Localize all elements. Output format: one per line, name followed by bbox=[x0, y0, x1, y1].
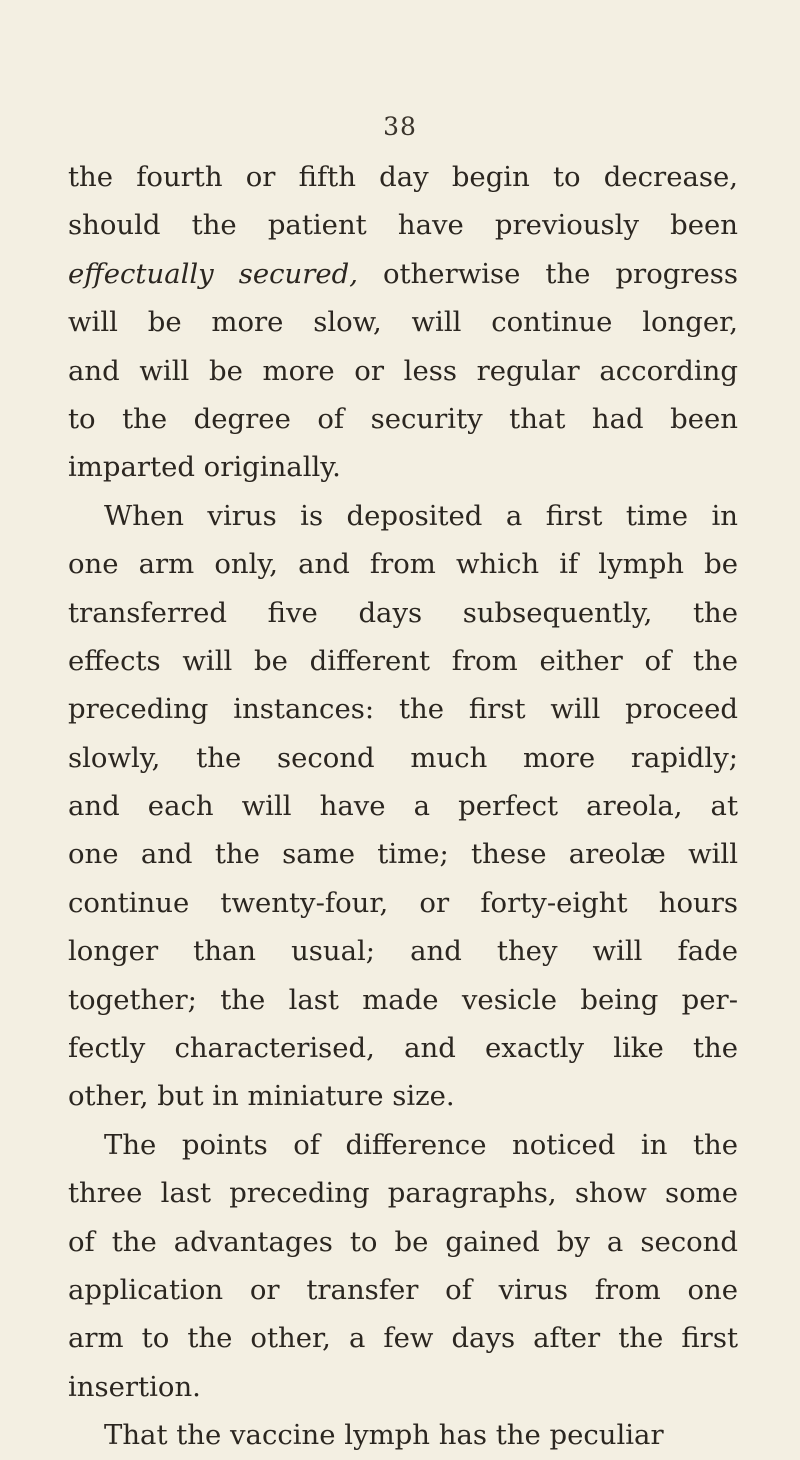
text-line: imparted originally. bbox=[68, 451, 341, 484]
text-line: fectly characterised, and exactly like the bbox=[68, 1032, 738, 1065]
italic-phrase: effectually secured, bbox=[68, 257, 358, 290]
paragraph-start: When virus is deposited a first time in bbox=[104, 499, 738, 532]
text-line: other, but in miniature size. bbox=[68, 1080, 455, 1113]
text-line: should the patient have previously been bbox=[68, 209, 738, 242]
text-line: application or transfer of virus from one bbox=[68, 1273, 738, 1306]
text-line: one and the same time; these areolæ will bbox=[68, 838, 738, 871]
text-line: to the degree of security that had been bbox=[68, 402, 738, 435]
text-line: insertion. bbox=[68, 1370, 201, 1403]
text-line: and each will have a perfect areola, at bbox=[68, 790, 738, 823]
text-line: continue twenty-four, or forty-eight hours bbox=[68, 886, 738, 919]
text-line: arm to the other, a few days after the first bbox=[68, 1322, 738, 1355]
text-line: together; the last made vesicle being per- bbox=[68, 983, 738, 1016]
paragraph-start: That the vaccine lymph has the peculiar bbox=[104, 1419, 664, 1452]
text-line: transferred five days subsequently, the bbox=[68, 596, 738, 629]
paragraph-start: The points of difference noticed in the bbox=[104, 1128, 738, 1161]
page-number: 38 bbox=[383, 112, 417, 141]
text-line: slowly, the second much more rapidly; bbox=[68, 741, 738, 774]
text-line: longer than usual; and they will fade bbox=[68, 935, 738, 968]
text-line: effectually secured, otherwise the progress bbox=[68, 257, 738, 290]
text-line: three last preceding paragraphs, show some bbox=[68, 1177, 738, 1210]
text-line: of the advantages to be gained by a second bbox=[68, 1225, 738, 1258]
text-line: the fourth or fifth day begin to decrease, bbox=[68, 161, 738, 193]
text-line: will be more slow, will continue longer, bbox=[68, 306, 738, 339]
text-line: preceding instances: the first will proceed bbox=[68, 693, 738, 726]
body-text bbox=[68, 153, 738, 1460]
text-line: effects will be different from either of the bbox=[68, 644, 738, 677]
text-line: one arm only, and from which if lymph be bbox=[68, 548, 738, 581]
text-line: and will be more or less regular according bbox=[68, 354, 738, 387]
